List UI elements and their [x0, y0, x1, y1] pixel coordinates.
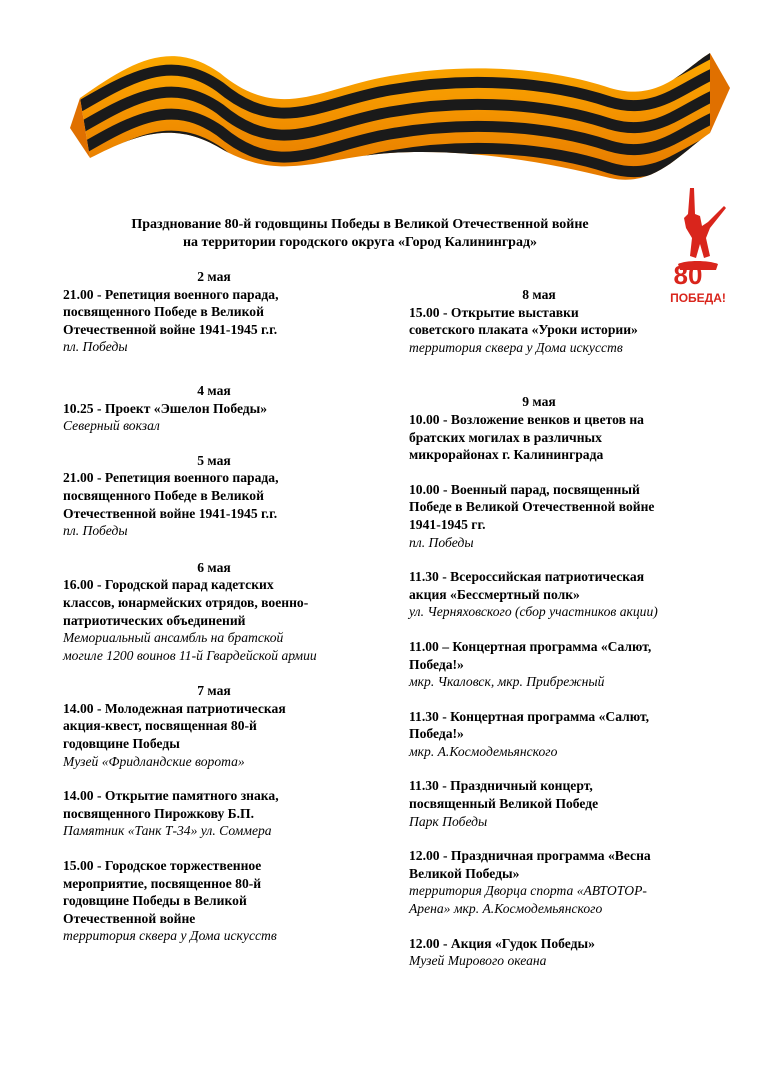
event-title: 10.00 - Военный парад, посвященный Победе в Великой Отечественной войне 1941-1945 гг. [409, 481, 655, 532]
event-location: Памятник «Танк Т-34» ул. Соммера [63, 823, 272, 839]
event-location: Музей Мирового океана [409, 953, 547, 969]
date-heading: 8 мая [522, 287, 556, 302]
event-title: 21.00 - Репетиция военного парада, посвященного Победе в Великой Отечественной войне 1941-1945 г.г. [63, 470, 279, 521]
event-location: территория Дворца спорта «АВТОТОР- Арена» мкр. А.Космодемьянского [409, 883, 647, 917]
page-title [60, 216, 660, 252]
event-title: 12.00 - Акция «Гудок Победы» [409, 935, 595, 951]
event-title: 11.30 - Всероссийская патриотическая акция «Бессмертный полк» [409, 569, 645, 602]
event-title: 21.00 - Репетиция военного парада, посвященного Победе в Великой Отечественной войне 1941-1945 г.г. [63, 286, 279, 337]
event-location: ул. Черняховского (сбор участников акции) [409, 604, 658, 620]
event-location: мкр. Чкаловск, мкр. Прибрежный [409, 674, 605, 690]
event-title: 15.00 - Городское торжественное мероприятие, посвященное 80-й годовщине Победы в Великой Отечественной войне [63, 858, 262, 926]
event-location: территория сквера у Дома искусств [409, 339, 623, 355]
event-location: пл. Победы [63, 339, 128, 355]
event-title: 14.00 - Молодежная патриотическая акция-квест, посвященная 80-й годовщине Победы [63, 700, 286, 752]
event-location: пл. Победы [409, 534, 474, 550]
st-george-ribbon [70, 28, 730, 203]
logo-number: 80 [673, 260, 703, 290]
event-location: территория сквера у Дома искусств [63, 928, 277, 944]
schedule-right-column [409, 286, 719, 970]
date-heading: 4 мая [197, 382, 231, 398]
event-location: Мемориальный ансамбль на братской могиле 1200 воинов 11-й Гвардейской армии [63, 630, 317, 663]
event-title: 14.00 - Открытие памятного знака, посвященного Пирожкову Б.П. [63, 788, 279, 821]
event-title: 11.30 - Концертная программа «Салют, Победа!» [409, 708, 650, 742]
event-location: Парк Победы [409, 813, 488, 829]
date-heading: 9 мая [522, 394, 556, 410]
event-title: 15.00 - Открытие выставки советского плаката «Уроки истории» [409, 304, 638, 338]
schedule-left-column [63, 268, 383, 945]
event-location: пл. Победы [63, 523, 128, 539]
event-title: 11.30 - Праздничный концерт, посвященный Великой Победе [409, 778, 599, 812]
date-heading: 7 мая [197, 683, 231, 699]
event-title: 12.00 - Праздничная программа «Весна Великой Победы» [409, 848, 651, 881]
event-location: Музей «Фридландские ворота» [63, 753, 245, 769]
event-title: 10.25 - Проект «Эшелон Победы» [63, 400, 268, 416]
date-heading: 6 мая [197, 559, 231, 575]
date-heading: 5 мая [197, 452, 231, 468]
logo-text: ПОБЕДА! [670, 291, 726, 305]
event-title: 16.00 - Городской парад кадетских классов, юнармейских отрядов, военно- патриотических объединений [63, 577, 309, 628]
event-location: Северный вокзал [63, 418, 160, 434]
event-title: 10.00 - Возложение венков и цветов на братских могилах в различных микрорайонах г. Калининграда [409, 411, 644, 463]
page-title-line-2: на территории городского округа «Город Калининград» [182, 235, 538, 250]
page-title-line-1: Празднование 80-й годовщины Победы в Великой Отечественной войне [131, 217, 589, 232]
event-location: мкр. А.Космодемьянского [409, 743, 558, 759]
date-heading: 2 мая [197, 269, 231, 284]
event-title: 11.00 – Концертная программа «Салют, Победа!» [409, 638, 652, 672]
